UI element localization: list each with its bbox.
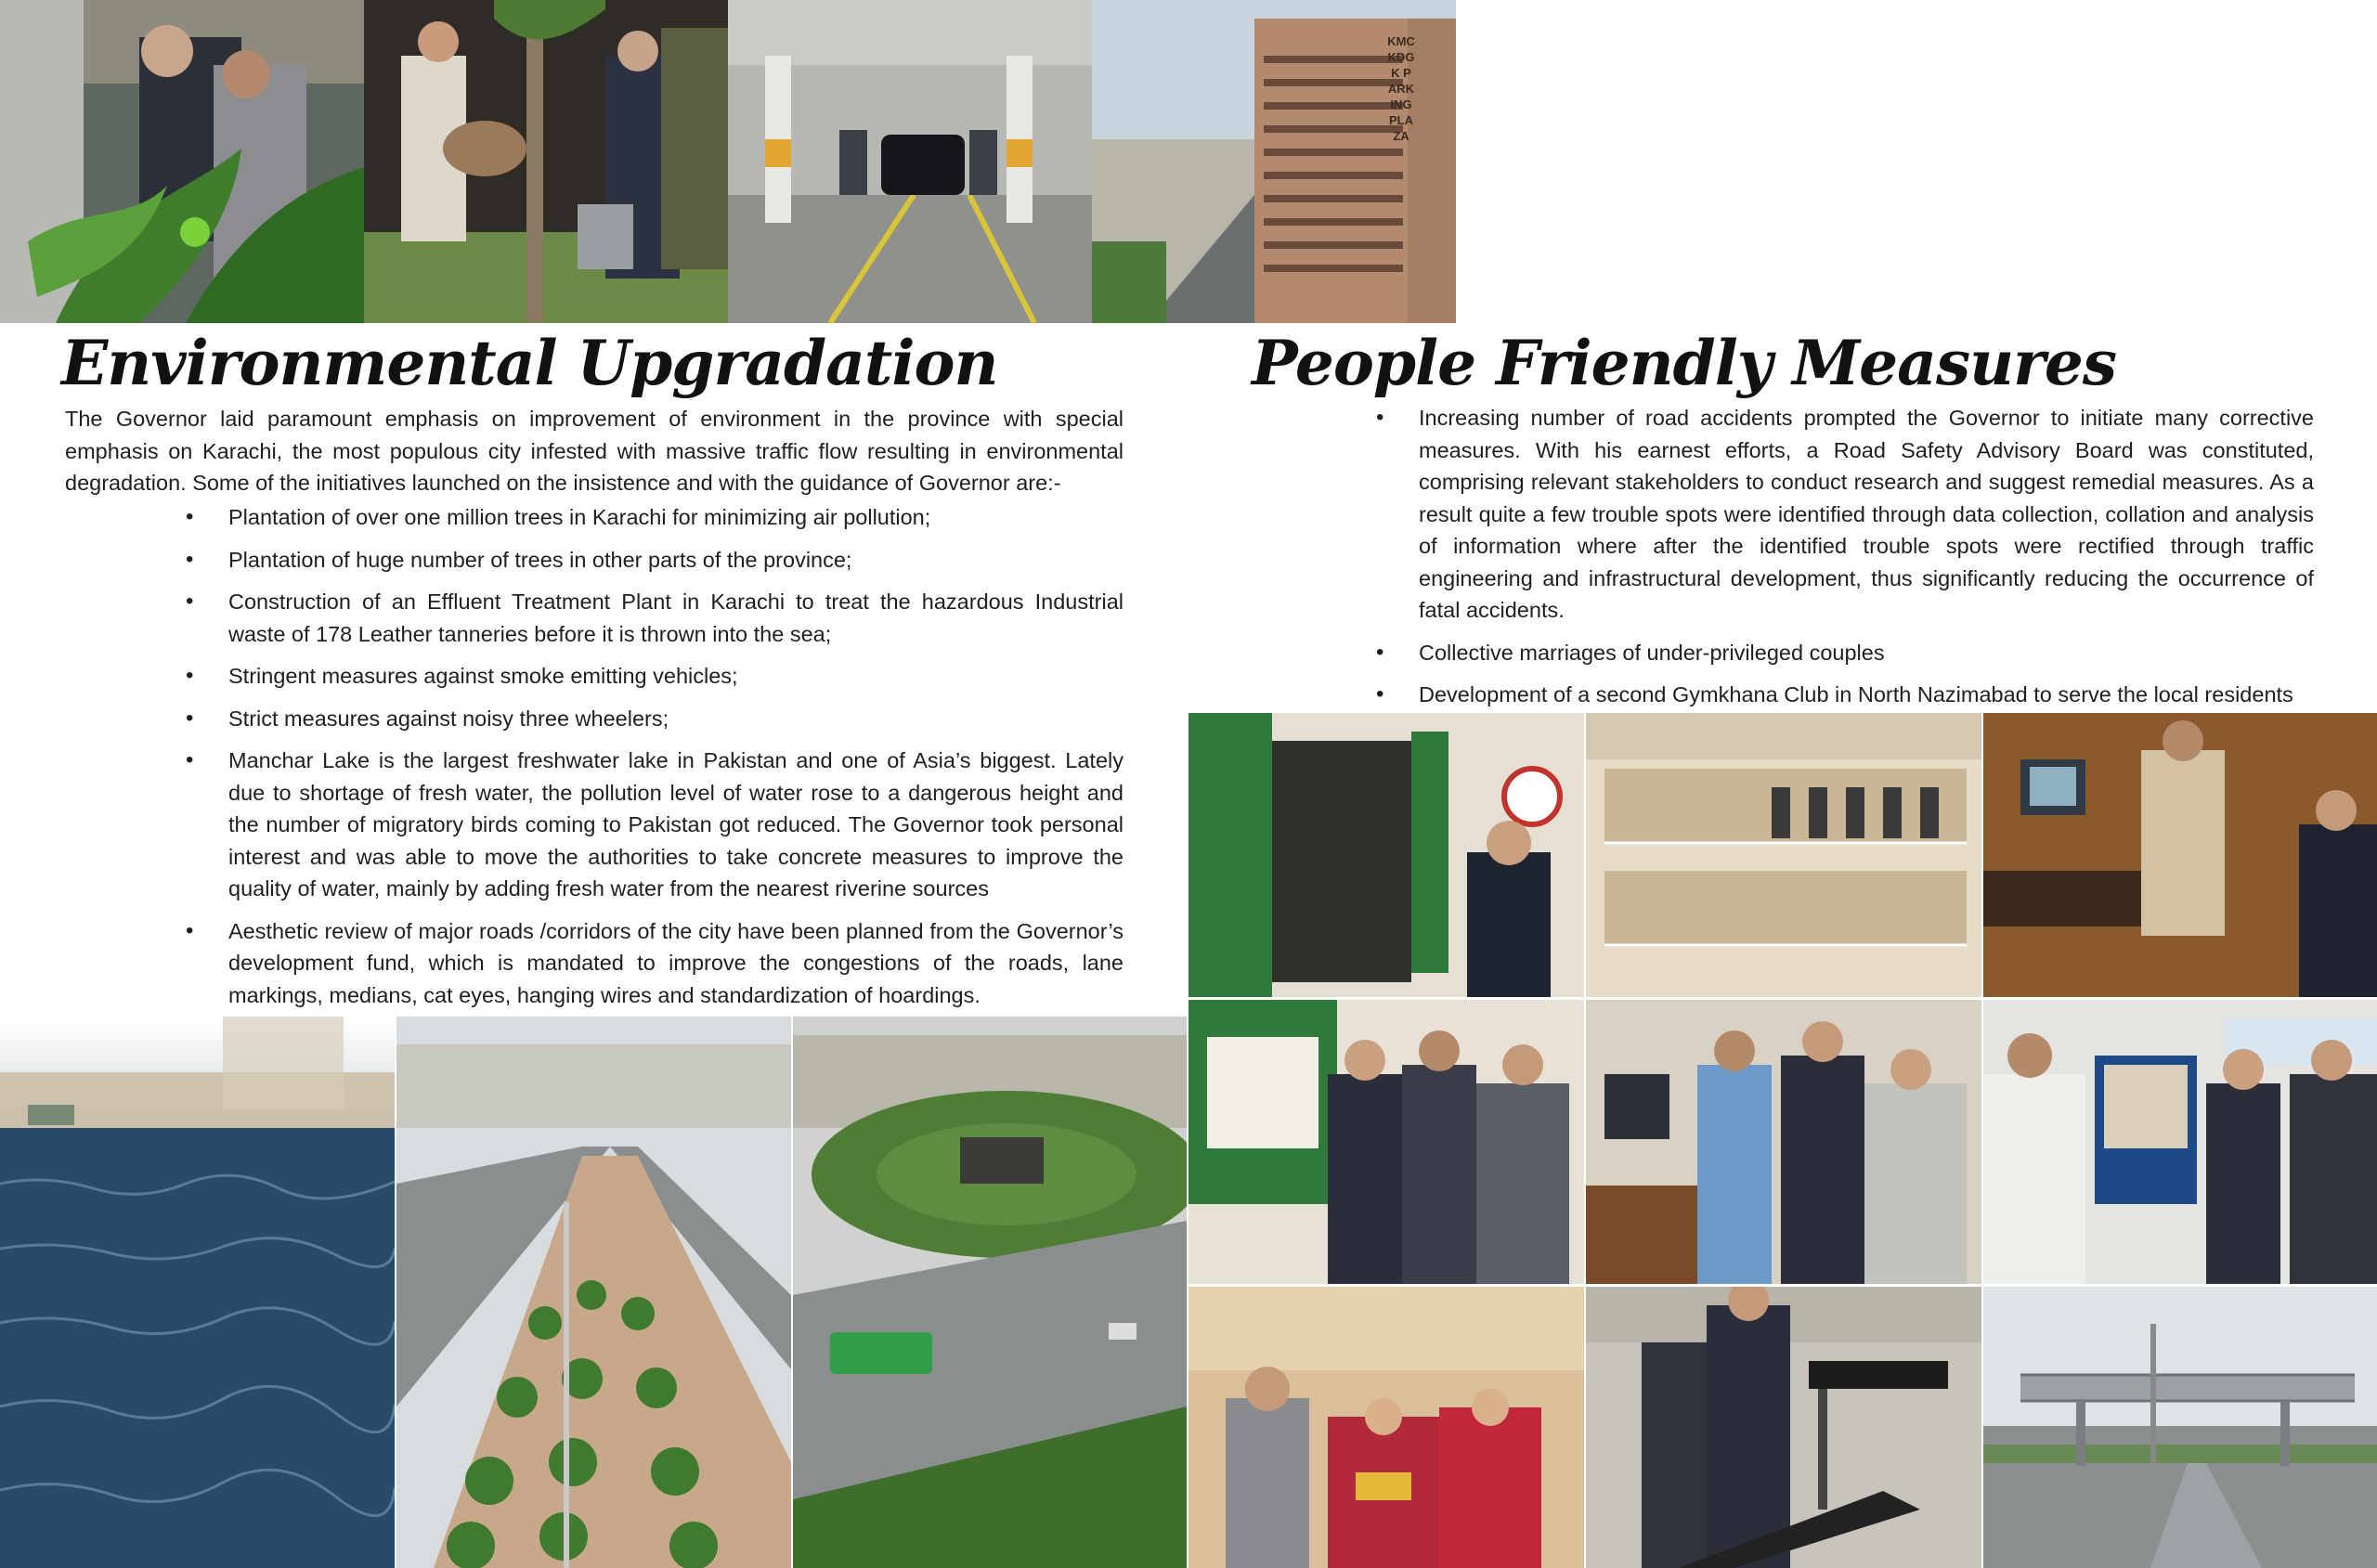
list-item: • Construction of an Effluent Treatment Plant in Karachi to treat the hazardous Industrial waste of 178 Leather tanneries before it is thrown into the sea; — [186, 586, 1124, 650]
list-item: • Development of a second Gymkhana Club in North Nazimabad to serve the local residents — [1376, 679, 2314, 711]
environment-initiatives-list — [186, 501, 1124, 1021]
list-item: • Collective marriages of under-privileged couples — [1376, 637, 2314, 669]
people-friendly-measures-list — [1376, 402, 2314, 721]
photo-kmc-inauguration — [1188, 1000, 1584, 1284]
photo-plaque-unveiling — [1983, 1000, 2377, 1284]
photo-collective-marriages — [1188, 1287, 1584, 1568]
photo-pedestrian-bridge — [1983, 1287, 2377, 1568]
list-item: • Plantation of over one million trees in Karachi for minimizing air pollution; — [186, 501, 1124, 534]
parking-plaza-sign: KMC KDGK PARKING PLAZA — [1387, 34, 1415, 143]
photo-road-median-greenery — [396, 1017, 791, 1568]
photo-inauguration-plaque — [1188, 713, 1584, 997]
list-item: • Strict measures against noisy three wheelers; — [186, 703, 1124, 735]
photo-tree-plantation-1 — [0, 0, 364, 323]
photo-underground-car-park — [728, 0, 1092, 323]
photo-manchar-lake — [0, 1017, 395, 1568]
photo-equipment-demo — [1586, 1000, 1981, 1284]
list-item: • Plantation of huge number of trees in other parts of the province; — [186, 544, 1124, 577]
list-item: • Stringent measures against smoke emitting vehicles; — [186, 660, 1124, 693]
photo-parking-plaza-building — [1092, 0, 1456, 323]
heading-environmental-upgradation: Environmental Upgradation — [61, 327, 998, 399]
photo-parking-balconies — [1586, 713, 1981, 997]
heading-people-friendly-measures: People Friendly Measures — [1252, 327, 2117, 399]
photo-gymkhana-gym — [1586, 1287, 1981, 1568]
photo-underpass-interchange — [793, 1017, 1187, 1568]
list-item: • Increasing number of road accidents prompted the Governor to initiate many corrective measures. With his earnest efforts, a Road Safety Advisory Board was constituted, comprising relevant stakeholders to conduct research and suggest remedial measures. As a result quite a few trouble spots were identified through data collection, collation and analysis of information where after the identified trouble spots were rectified through traffic engineering and infrastructural development, thus significantly reducing the occurrence of fatal accidents. — [1376, 402, 2314, 627]
photo-control-room — [1983, 713, 2377, 997]
environment-intro-paragraph: The Governor laid paramount emphasis on improvement of environment in the province with special emphasis on Karachi, the most populous city infested with massive traffic flow resulting in environmental degradation. Some of the initiatives launched on the insistence and with the guidance of Governor are:- — [65, 407, 1124, 495]
list-item: • Manchar Lake is the largest freshwater lake in Pakistan and one of Asia’s biggest. Lately due to shortage of fresh water, the pollution level of water rose to a dangerous height and the number of migratory birds coming to Pakistan got reduced. The Governor took personal interest and was able to move the authorities to take concrete measures to improve the quality of water, mainly by adding fresh water from the nearest riverine sources — [186, 745, 1124, 905]
photo-tree-plantation-2 — [364, 0, 728, 323]
list-item: • Aesthetic review of major roads /corridors of the city have been planned from the Governor’s development fund, which is mandated to improve the congestions of the roads, lane markings, medians, cat eyes, hanging wires and standardization of hoardings. — [186, 915, 1124, 1012]
